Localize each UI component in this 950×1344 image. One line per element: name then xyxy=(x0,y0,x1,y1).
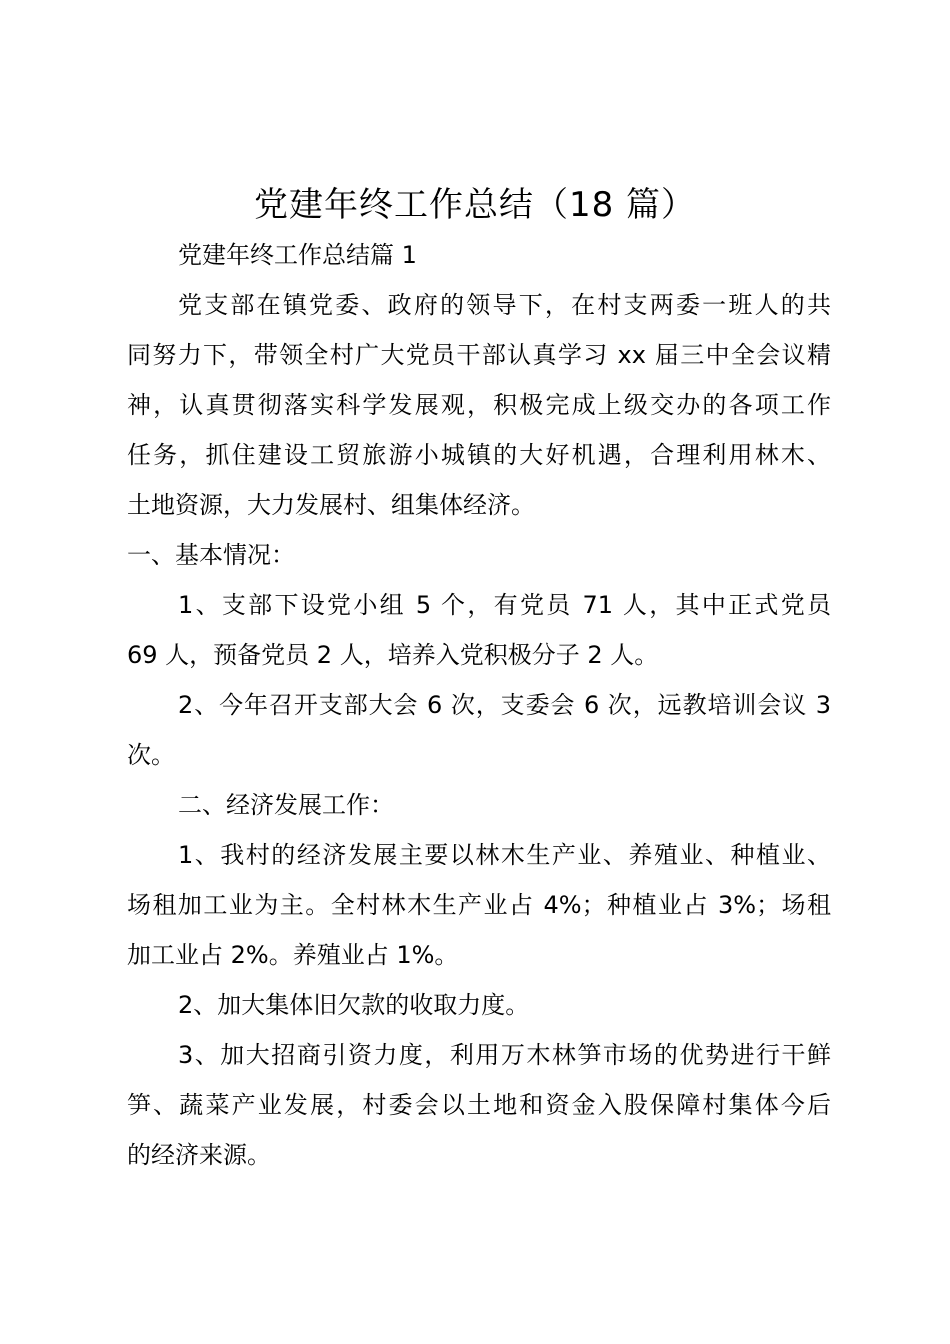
section-heading: 一、基本情况： xyxy=(127,541,295,569)
paragraph-line: 2、加大集体旧欠款的收取力度。 xyxy=(178,991,530,1019)
paragraph-line: 1、我村的经济发展主要以林木生产业、养殖业、种植业、 xyxy=(178,841,831,869)
paragraph-line: 土地资源，大力发展村、组集体经济。 xyxy=(127,491,535,519)
paragraph-line: 党支部在镇党委、政府的领导下，在村支两委一班人的共 xyxy=(178,291,831,319)
paragraph-line: 神，认真贯彻落实科学发展观，积极完成上级交办的各项工作 xyxy=(127,391,831,419)
document-title: 党建年终工作总结（18 篇） xyxy=(253,185,697,225)
paragraph-line: 的经济来源。 xyxy=(127,1141,271,1169)
paragraph-line: 1、支部下设党小组 5 个，有党员 71 人，其中正式党员 xyxy=(178,591,831,619)
paragraph-line: 69 人，预备党员 2 人，培养入党积极分子 2 人。 xyxy=(127,641,659,669)
section-heading: 党建年终工作总结篇 1 xyxy=(178,241,417,269)
section-heading: 二、经济发展工作： xyxy=(178,791,394,819)
paragraph-line: 加工业占 2%。养殖业占 1%。 xyxy=(127,941,459,969)
paragraph-line: 同努力下，带领全村广大党员干部认真学习 xx 届三中全会议精 xyxy=(127,341,831,369)
paragraph-line: 场租加工业为主。全村林木生产业占 4%；种植业占 3%；场租 xyxy=(127,891,831,919)
paragraph-line: 3、加大招商引资力度，利用万木林笋市场的优势进行干鲜 xyxy=(178,1041,831,1069)
paragraph-line: 任务，抓住建设工贸旅游小城镇的大好机遇，合理利用林木、 xyxy=(127,441,831,469)
paragraph-line: 次。 xyxy=(127,741,175,769)
paragraph-line: 2、今年召开支部大会 6 次，支委会 6 次，远教培训会议 3 xyxy=(178,691,831,719)
paragraph-line: 笋、蔬菜产业发展，村委会以土地和资金入股保障村集体今后 xyxy=(127,1091,831,1119)
